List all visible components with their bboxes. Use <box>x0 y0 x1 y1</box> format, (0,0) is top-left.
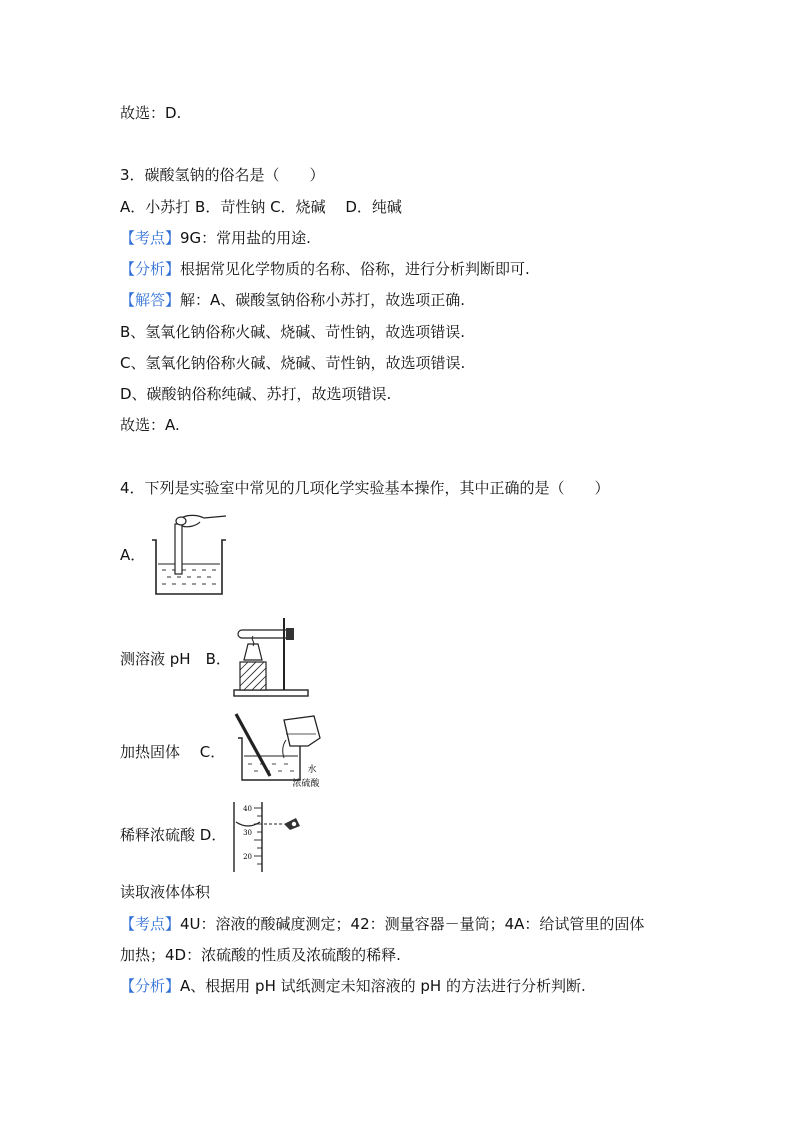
q4-option-d-caption: 读取液体体积 <box>120 883 211 901</box>
q3-options: A．小苏打 B．苛性钠 C．烧碱 D．纯碱 <box>120 198 402 216</box>
q4-option-b-label: 测溶液 pH B． <box>120 650 231 668</box>
q4-fenxi <box>120 976 586 996</box>
ph-test-figure <box>148 512 230 598</box>
fenxi-text: 根据常见化学物质的名称、俗称，进行分析判断即可. <box>180 260 530 278</box>
fenxi-text: A、根据用 pH 试纸测定未知溶液的 pH 的方法进行分析判断. <box>180 977 586 995</box>
kaodian-text: 9G：常用盐的用途. <box>180 229 311 247</box>
water-label: 水 <box>307 765 317 775</box>
heating-solid-figure <box>228 614 314 700</box>
q3-line-b: B、氢氧化钠俗称火碱、烧碱、苛性钠，故选项错误. <box>120 323 466 341</box>
kaodian-text: 4U：溶液的酸碱度测定；42：测量容器－量筒；4A：给试管里的固体 <box>180 915 645 933</box>
acid-label: 浓硫酸 <box>292 779 320 789</box>
jieda-tag: 【解答】 <box>120 291 181 309</box>
q4-stem: 4．下列是实验室中常见的几项化学实验基本操作，其中正确的是（ ） <box>120 479 610 497</box>
kaodian-tag: 【考点】 <box>120 229 181 247</box>
q4-option-c-label: 加热固体 C． <box>120 743 226 761</box>
q4-option-a-label: A． <box>120 546 146 564</box>
dilute-acid-figure <box>230 712 330 792</box>
fenxi-tag: 【分析】 <box>120 260 181 278</box>
tick-label-20: 20 <box>243 853 252 861</box>
q4-option-d-label: 稀释浓硫酸 D． <box>120 826 227 844</box>
kaodian-tag: 【考点】 <box>120 915 181 933</box>
read-volume-figure <box>220 800 310 872</box>
q3-line-c: C、氢氧化钠俗称火碱、烧碱、苛性钠，故选项错误. <box>120 354 466 372</box>
q3-fenxi <box>120 259 530 279</box>
fenxi-tag: 【分析】 <box>120 977 181 995</box>
q3-answer: 故选：A. <box>120 416 180 434</box>
tick-label-30: 30 <box>243 829 252 837</box>
q3-kaodian <box>120 228 311 248</box>
q3-stem: 3．碳酸氢钠的俗名是（ ） <box>120 166 325 184</box>
jieda-text: 解：A、碳酸氢钠俗称小苏打，故选项正确. <box>180 291 466 309</box>
previous-answer: 故选：D. <box>120 104 182 122</box>
q3-jieda <box>120 290 465 310</box>
q4-kaodian-line2: 加热；4D：浓硫酸的性质及浓硫酸的稀释. <box>120 946 401 964</box>
tick-label-40: 40 <box>243 805 252 813</box>
q4-kaodian-line1 <box>120 914 644 934</box>
q3-line-d: D、碳酸钠俗称纯碱、苏打，故选项错误. <box>120 385 392 403</box>
